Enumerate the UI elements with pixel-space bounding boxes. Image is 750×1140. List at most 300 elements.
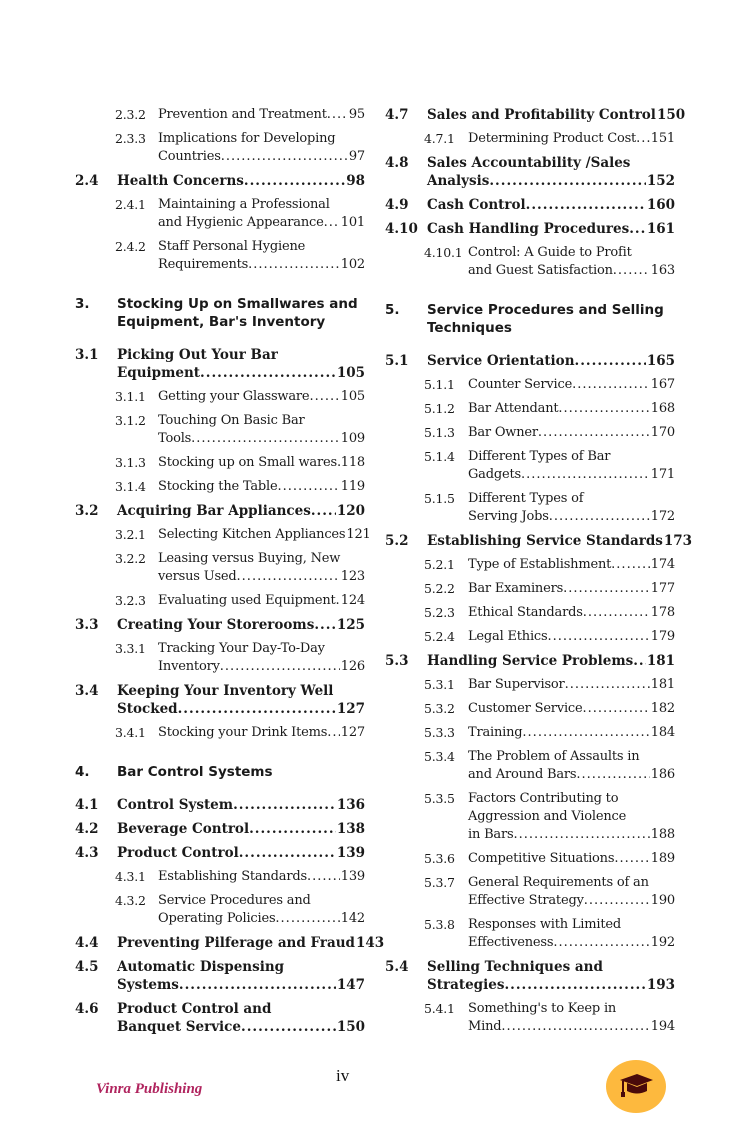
toc-entry-text: Creating Your Storerooms [117, 617, 315, 633]
toc-entry-text: Countries [158, 149, 221, 164]
toc-entry-line [117, 844, 365, 862]
toc-entry-number: 3.2.1 [115, 527, 146, 542]
toc-entry-line [158, 892, 365, 910]
toc-entry-title [427, 154, 675, 190]
toc-entry-number: 5.1.1 [424, 377, 455, 392]
toc-entry-line [468, 790, 675, 808]
toc-entry-number: 3.2.3 [115, 593, 146, 608]
toc-entry-text: Tracking Your Day-To-Day [158, 641, 325, 656]
dot-leader [241, 1018, 336, 1036]
toc-entry-number: 5.2.4 [424, 629, 455, 644]
dot-leader [613, 262, 650, 280]
toc-entry-text: Customer Service [468, 701, 583, 716]
toc-entry-line [468, 1000, 675, 1018]
dot-leader [275, 910, 339, 928]
toc-page-number: 184 [650, 725, 675, 740]
toc-entry-line [117, 364, 365, 382]
toc-entry-line [427, 301, 675, 319]
toc-entry-text: Legal Ethics [468, 629, 548, 644]
dot-leader [575, 352, 646, 370]
toc-entry-text: Service Procedures and Selling [427, 302, 664, 318]
toc-entry-title [468, 850, 675, 868]
toc-entry-line [468, 628, 675, 646]
toc-entry-text: Beverage Control [117, 821, 250, 837]
toc-entry-line [468, 1018, 675, 1036]
dot-leader [629, 220, 646, 238]
toc-page-number: 120 [336, 503, 365, 519]
dot-leader [583, 604, 650, 622]
toc-entry-line [427, 652, 675, 670]
toc-entry-number: 2.4.1 [115, 197, 146, 212]
dot-leader [501, 1018, 649, 1036]
toc-entry-number: 5.4 [385, 959, 409, 975]
toc-entry-number: 2.4 [75, 173, 99, 189]
dot-leader [521, 466, 650, 484]
toc-page-number: 163 [650, 263, 675, 278]
toc-entry-title [468, 676, 675, 694]
toc-entry-title [427, 958, 675, 994]
toc-entry-number: 5.3.2 [424, 701, 455, 716]
toc-entry-text: Bar Owner [468, 425, 538, 440]
toc-entry-text: Cash Control [427, 197, 526, 213]
toc-page-number: 181 [646, 653, 675, 669]
toc-entry-line [117, 958, 365, 976]
dot-leader [572, 376, 650, 394]
toc-entry-text: Bar Attendant [468, 401, 559, 416]
toc-entry-line [117, 502, 365, 520]
toc-entry-line [117, 700, 365, 718]
toc-page-number: 151 [650, 131, 675, 146]
toc-entry-line [468, 424, 675, 442]
toc-entry-title [468, 400, 675, 418]
toc-entry-text: Preventing Pilferage and Fraud [117, 935, 355, 951]
toc-page-number: 172 [650, 509, 675, 524]
toc-entry-text: Stocking your Drink Items [158, 725, 328, 740]
toc-entry-line [158, 106, 365, 124]
toc-page-number: 178 [650, 605, 675, 620]
dot-leader [583, 700, 650, 718]
toc-page-number: 182 [650, 701, 675, 716]
toc-entry-text: Operating Policies [158, 911, 276, 926]
toc-entry-title [158, 526, 371, 544]
toc-entry-text: and Around Bars [468, 767, 577, 782]
toc-entry-text: Sales and Profitability Control [427, 107, 656, 123]
toc-entry-text: versus Used [158, 569, 237, 584]
toc-entry-title [117, 502, 365, 520]
dot-leader [526, 196, 646, 214]
toc-entry-title [117, 616, 365, 634]
toc-entry-number: 4.9 [385, 197, 409, 213]
toc-page-number: 124 [340, 593, 365, 608]
toc-entry-title [468, 748, 675, 784]
toc-entry-text: General Requirements of an [468, 875, 649, 890]
toc-entry-title [158, 106, 365, 124]
toc-page-number: 188 [650, 827, 675, 842]
toc-entry-text: Stocking Up on Smallwares and [117, 296, 358, 312]
publisher-logo [606, 1060, 666, 1113]
toc-entry-text: Requirements [158, 257, 249, 272]
toc-entry-title [158, 388, 365, 406]
toc-entry-title [468, 628, 675, 646]
toc-entry-number: 3.2 [75, 503, 99, 519]
toc-entry-text: Leasing versus Buying, New [158, 551, 341, 566]
toc-entry-number: 3.4 [75, 683, 99, 699]
toc-page-number: 194 [650, 1019, 675, 1034]
toc-page-number: 147 [336, 977, 365, 993]
toc-entry-text: Effectiveness [468, 935, 554, 950]
dot-leader [249, 820, 336, 838]
toc-entry-title [468, 604, 675, 622]
toc-entry-text: Automatic Dispensing [117, 959, 285, 975]
toc-entry-line [468, 604, 675, 622]
toc-entry-number: 3.1.2 [115, 413, 146, 428]
toc-page-number: 150 [656, 107, 686, 123]
toc-entry-number: 2.4.2 [115, 239, 146, 254]
toc-page-number: 139 [340, 869, 365, 884]
toc-entry-text: Handling Service Problems [427, 653, 634, 669]
toc-page-number: 173 [663, 533, 693, 549]
toc-entry-text: Different Types of Bar [468, 449, 611, 464]
toc-entry-number: 3.3 [75, 617, 99, 633]
toc-entry-line [158, 910, 365, 928]
toc-entry-line [158, 592, 365, 610]
toc-entry-line [468, 700, 675, 718]
toc-entry-text: Service Procedures and [158, 893, 311, 908]
toc-entry-title [117, 1000, 365, 1036]
toc-entry-title [468, 424, 675, 442]
toc-entry-text: Ethical Standards [468, 605, 583, 620]
dot-leader [307, 868, 340, 886]
dot-leader [538, 424, 650, 442]
toc-entry-line [117, 313, 365, 331]
toc-entry-title [427, 196, 675, 214]
toc-entry-number: 4.10.1 [424, 245, 463, 260]
toc-entry-line [158, 868, 365, 886]
toc-entry-line [427, 958, 675, 976]
toc-entry-text: Sales Accountability /Sales [427, 155, 631, 171]
toc-entry-number: 5.3.8 [424, 917, 455, 932]
toc-entry-title [468, 724, 675, 742]
toc-entry-text: Maintaining a Professional [158, 197, 330, 212]
toc-entry-number: 5.3.1 [424, 677, 455, 692]
dot-leader [237, 568, 340, 586]
dot-leader [278, 478, 340, 496]
toc-entry-text: Evaluating used Equipment [158, 593, 336, 608]
toc-entry-title [468, 376, 675, 394]
toc-entry-line [117, 934, 385, 952]
toc-entry-text: Stocking up on Small wares [158, 455, 337, 470]
toc-entry-text: Control System [117, 797, 234, 813]
toc-entry-line [468, 808, 675, 826]
toc-entry-number: 4.2 [75, 821, 99, 837]
toc-entry-text: Type of Establishment [468, 557, 612, 572]
toc-entry-number: 3.2.2 [115, 551, 146, 566]
toc-entry-title [158, 454, 365, 472]
toc-entry-title [427, 352, 675, 370]
toc-entry-title [468, 556, 675, 574]
toc-entry-number: 3. [75, 296, 90, 312]
toc-entry-number: 5.2 [385, 533, 409, 549]
toc-page-number: 98 [346, 173, 365, 189]
toc-entry-text: Control: A Guide to Profit [468, 245, 632, 260]
toc-entry-title [158, 592, 365, 610]
toc-entry-number: 4.8 [385, 155, 409, 171]
toc-entry-title [117, 796, 365, 814]
toc-entry-text: Bar Examiners [468, 581, 564, 596]
toc-entry-number: 4.10 [385, 221, 418, 237]
toc-entry-number: 3.1.3 [115, 455, 146, 470]
toc-entry-line [117, 616, 365, 634]
toc-entry-number: 5.3.5 [424, 791, 455, 806]
toc-entry-line [158, 214, 365, 232]
toc-entry-text: Stocked [117, 701, 178, 717]
dot-leader [200, 364, 336, 382]
toc-entry-text: Bar Supervisor [468, 677, 565, 692]
toc-entry-text: Equipment, Bar's Inventory [117, 314, 326, 330]
dot-leader [178, 700, 336, 718]
toc-entry-text: Factors Contributing to [468, 791, 619, 806]
toc-entry-title [468, 790, 675, 844]
toc-entry-number: 5.1 [385, 353, 409, 369]
toc-page-number: 171 [650, 467, 675, 482]
toc-page-number: 193 [646, 977, 675, 993]
toc-entry-line [468, 376, 675, 394]
dot-leader [327, 724, 340, 742]
toc-entry-text: Acquiring Bar Appliances [117, 503, 311, 519]
toc-entry-title [117, 295, 365, 331]
toc-entry-line [427, 172, 675, 190]
toc-entry-number: 2.3.3 [115, 131, 146, 146]
toc-entry-line [117, 976, 365, 994]
toc-entry-line [468, 580, 675, 598]
toc-entry-text: Health Concerns [117, 173, 244, 189]
toc-entry-line [427, 976, 675, 994]
toc-entry-number: 4.3.1 [115, 869, 146, 884]
toc-entry-text: Gadgets [468, 467, 521, 482]
toc-entry-text: Responses with Limited [468, 917, 621, 932]
toc-entry-text: Getting your Glassware [158, 389, 310, 404]
toc-entry-title [427, 532, 693, 550]
toc-page-number: 102 [340, 257, 365, 272]
toc-page-number: 126 [340, 659, 365, 674]
toc-entry-line [158, 478, 365, 496]
toc-entry-text: Prevention and Treatment [158, 107, 327, 122]
dot-leader [489, 172, 645, 190]
toc-page-number: 136 [336, 797, 365, 813]
toc-entry-line [427, 106, 686, 124]
toc-entry-text: The Problem of Assaults in [468, 749, 640, 764]
toc-entry-line [158, 454, 365, 472]
toc-entry-number: 5.2.3 [424, 605, 455, 620]
toc-entry-text: Product Control [117, 845, 239, 861]
dot-leader [504, 976, 645, 994]
toc-entry-title [158, 640, 365, 676]
toc-entry-line [158, 430, 365, 448]
toc-entry-line [468, 892, 675, 910]
toc-entry-text: Touching On Basic Bar [158, 413, 305, 428]
toc-entry-line [158, 238, 365, 256]
toc-entry-text: Different Types of [468, 491, 584, 506]
dot-leader [614, 850, 649, 868]
toc-entry-line [158, 130, 365, 148]
toc-entry-number: 3.1 [75, 347, 99, 363]
toc-page-number: 127 [336, 701, 365, 717]
toc-entry-text: Product Control and [117, 1001, 272, 1017]
toc-entry-text: Competitive Situations [468, 851, 615, 866]
dot-leader [324, 214, 340, 232]
dot-leader [584, 892, 650, 910]
toc-entry-title [117, 820, 365, 838]
toc-entry-number: 5.2.1 [424, 557, 455, 572]
toc-entry-text: Stocking the Table [158, 479, 278, 494]
toc-entry-line [468, 850, 675, 868]
toc-page-number: 192 [650, 935, 675, 950]
toc-entry-text: Effective Strategy [468, 893, 584, 908]
toc-entry-number: 4.7.1 [424, 131, 455, 146]
toc-page-number: 125 [336, 617, 365, 633]
toc-entry-line [468, 724, 675, 742]
toc-entry-text: Determining Product Cost [468, 131, 637, 146]
toc-entry-title [158, 868, 365, 886]
toc-entry-line [117, 796, 365, 814]
toc-entry-number: 5.3 [385, 653, 409, 669]
toc-page-number: 167 [650, 377, 675, 392]
toc-entry-line [468, 874, 675, 892]
toc-entry-number: 4. [75, 764, 90, 780]
dot-leader [221, 148, 348, 166]
toc-entry-line [158, 640, 365, 658]
toc-entry-title [468, 244, 675, 280]
toc-entry-number: 4.3 [75, 845, 99, 861]
toc-entry-number: 3.3.1 [115, 641, 146, 656]
dot-leader [220, 658, 340, 676]
dot-leader [611, 556, 650, 574]
toc-entry-text: Staff Personal Hygiene [158, 239, 306, 254]
dot-leader [548, 628, 650, 646]
toc-page-number: 142 [340, 911, 365, 926]
toc-entry-text: and Hygienic Appearance [158, 215, 324, 230]
toc-entry-number: 5.3.7 [424, 875, 455, 890]
toc-entry-number: 5.1.5 [424, 491, 455, 506]
toc-entry-text: Establishing Standards [158, 869, 307, 884]
toc-entry-title [468, 490, 675, 526]
graduation-cap-icon [617, 1071, 655, 1103]
toc-entry-title [468, 916, 675, 952]
toc-entry-text: Systems [117, 977, 179, 993]
dot-leader [179, 976, 336, 994]
toc-entry-line [468, 490, 675, 508]
toc-entry-line [117, 682, 365, 700]
toc-entry-text: Training [468, 725, 523, 740]
toc-entry-title [158, 550, 365, 586]
dot-leader [314, 616, 336, 634]
toc-entry-number: 3.1.1 [115, 389, 146, 404]
toc-page-number: 105 [340, 389, 365, 404]
toc-entry-number: 3.1.4 [115, 479, 146, 494]
toc-entry-number: 4.7 [385, 107, 409, 123]
toc-entry-text: Selling Techniques and [427, 959, 603, 975]
toc-entry-line [117, 1000, 365, 1018]
toc-entry-title [117, 682, 365, 718]
toc-entry-line [427, 196, 675, 214]
dot-leader [633, 652, 646, 670]
toc-entry-line [468, 466, 675, 484]
toc-entry-line [158, 196, 365, 214]
toc-page-number: 174 [650, 557, 675, 572]
toc-entry-line [158, 526, 371, 544]
toc-entry-text: Selecting Kitchen Appliances [158, 527, 346, 542]
dot-leader [558, 400, 649, 418]
toc-page-number: 123 [340, 569, 365, 584]
toc-entry-title [117, 172, 365, 190]
toc-entry-text: Keeping Your Inventory Well [117, 683, 334, 699]
toc-entry-line [468, 244, 675, 262]
toc-entry-line [427, 532, 693, 550]
toc-entry-title [158, 892, 365, 928]
dot-leader [244, 172, 345, 190]
toc-entry-text: Picking Out Your Bar [117, 347, 278, 363]
toc-entry-number: 4.5 [75, 959, 99, 975]
toc-entry-title [427, 652, 675, 670]
dot-leader [636, 130, 650, 148]
toc-page-number: 95 [348, 107, 365, 122]
toc-entry-line [468, 508, 675, 526]
toc-entry-text: and Guest Satisfaction [468, 263, 613, 278]
toc-entry-title [427, 106, 686, 124]
toc-entry-line [427, 352, 675, 370]
toc-entry-title [117, 844, 365, 862]
toc-entry-line [117, 820, 365, 838]
toc-entry-line [468, 130, 675, 148]
toc-entry-title [468, 874, 675, 910]
toc-entry-text: Analysis [427, 173, 490, 189]
toc-entry-text: Strategies [427, 977, 505, 993]
toc-entry-text: Cash Handling Procedures [427, 221, 630, 237]
toc-entry-line [117, 763, 365, 781]
toc-page-number: 181 [650, 677, 675, 692]
toc-page-number: 139 [336, 845, 365, 861]
toc-entry-number: 4.3.2 [115, 893, 146, 908]
toc-entry-line [158, 550, 365, 568]
toc-entry-line [158, 412, 365, 430]
toc-page-number: 179 [650, 629, 675, 644]
toc-entry-title [468, 1000, 675, 1036]
toc-page-number: 168 [650, 401, 675, 416]
toc-entry-line [158, 256, 365, 274]
toc-entry-line [468, 826, 675, 844]
toc-entry-title [468, 580, 675, 598]
toc-entry-number: 5.4.1 [424, 1001, 455, 1016]
toc-entry-line [468, 262, 675, 280]
toc-entry-title [468, 448, 675, 484]
toc-entry-line [468, 448, 675, 466]
publisher-name: Vinra Publishing [96, 1081, 203, 1097]
toc-entry-number: 5.2.2 [424, 581, 455, 596]
dot-leader [191, 430, 340, 448]
toc-entry-text: Techniques [427, 320, 512, 336]
toc-entry-text: Inventory [158, 659, 220, 674]
toc-page-number: 160 [646, 197, 675, 213]
toc-entry-line [427, 319, 675, 337]
toc-entry-line [468, 400, 675, 418]
toc-entry-line [468, 916, 675, 934]
toc-entry-title [117, 958, 365, 994]
toc-page-number: 150 [336, 1019, 365, 1035]
toc-entry-title [158, 238, 365, 274]
dot-leader [549, 508, 650, 526]
toc-page-number: 189 [650, 851, 675, 866]
toc-entry-line [468, 766, 675, 784]
